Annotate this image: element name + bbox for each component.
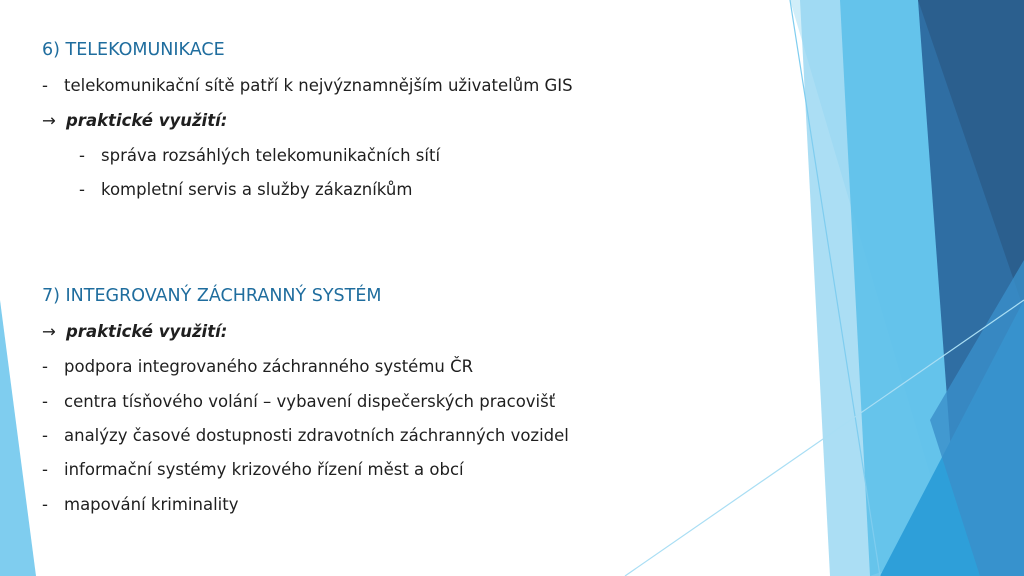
section-7-item (42, 392, 555, 412)
section-7-item (42, 460, 464, 480)
section-6-bullet (42, 76, 573, 96)
section-7-heading: 7) INTEGROVANÝ ZÁCHRANNÝ SYSTÉM (42, 286, 382, 306)
arrow-marker: → (42, 111, 56, 130)
dash-marker: - (42, 76, 48, 95)
lower-mid-triangle (930, 260, 1024, 576)
section-7-item (42, 357, 473, 377)
section-7-item (42, 426, 569, 446)
section-7-item (42, 495, 238, 515)
dash-marker: - (42, 495, 48, 514)
practical-label-text: praktické využití: (66, 322, 228, 341)
section-7-practical-label (42, 322, 227, 342)
section-6-sub-item (79, 146, 440, 166)
sub-item-text: kompletní servis a služby zákazníkům (101, 180, 413, 199)
dash-marker: - (42, 357, 48, 376)
section-6-heading: 6) TELEKOMUNIKACE (42, 40, 225, 60)
sub-item-text: správa rozsáhlých telekomunikačních sítí (101, 146, 441, 165)
deep-blue-triangle (918, 0, 1024, 310)
item-text: analýzy časové dostupnosti zdravotních záchranných vozidel (64, 426, 569, 445)
arrow-marker: → (42, 322, 56, 341)
dash-marker: - (79, 180, 85, 199)
bullet-text: telekomunikační sítě patří k nejvýznamnějším uživatelům GIS (64, 76, 573, 95)
item-text: mapování kriminality (64, 495, 239, 514)
pale-triangle (790, 0, 1024, 576)
dark-blue-triangle (918, 0, 1024, 576)
item-text: centra tísňového volání – vybavení dispečerských pracovišť (64, 392, 556, 411)
thin-diagonal-line-1 (790, 0, 880, 576)
section-6-sub-item (79, 180, 412, 200)
dash-marker: - (42, 426, 48, 445)
dash-marker: - (79, 146, 85, 165)
bright-blue-triangle (880, 300, 1024, 576)
light-blue-triangle (800, 0, 1024, 576)
practical-label-text: praktické využití: (66, 111, 228, 130)
mid-blue-triangle (840, 0, 1024, 576)
item-text: podpora integrovaného záchranného systému ČR (64, 357, 474, 376)
dash-marker: - (42, 460, 48, 479)
item-text: informační systémy krizového řízení měst a obcí (64, 460, 464, 479)
section-6-practical-label (42, 111, 227, 131)
dash-marker: - (42, 392, 48, 411)
